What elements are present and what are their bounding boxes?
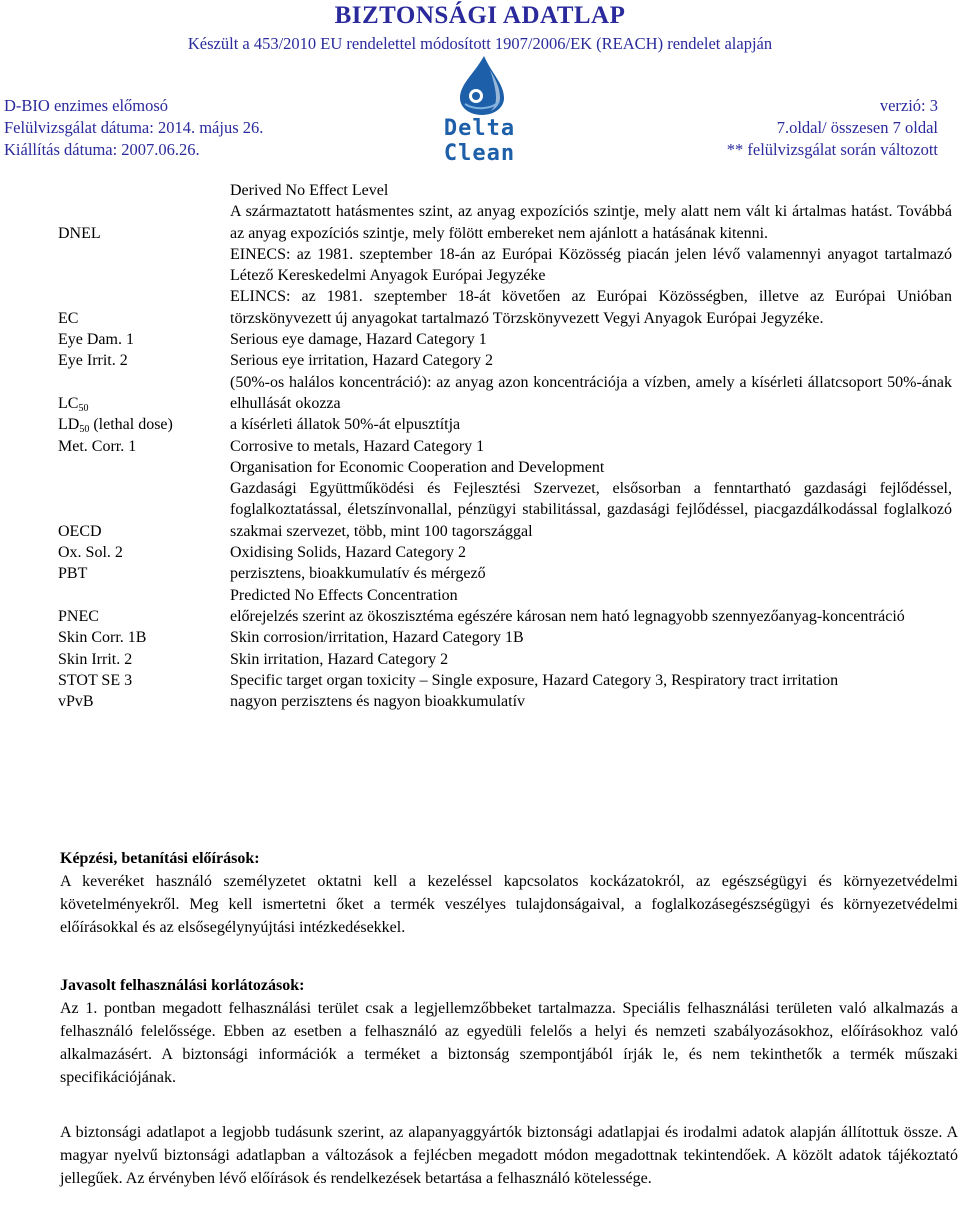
page-number: 7.oldal/ összesen 7 oldal bbox=[776, 118, 938, 137]
def-skin-irrit: Skin irritation, Hazard Category 2 bbox=[230, 650, 449, 668]
def-ox-sol: Oxidising Solids, Hazard Category 2 bbox=[230, 544, 466, 562]
def-line: EINECS: az 1981. szeptember 18-án az Európai Közösség piacán jelen lévő valamennyi anyagot tartalmazó Létező Kereskedelmi Anyagok Európai Jegyzéke bbox=[230, 245, 952, 285]
table-row bbox=[58, 244, 952, 329]
table-row bbox=[58, 691, 952, 712]
term-skin-corr: Skin Corr. 1B bbox=[58, 629, 147, 647]
def-line: Organisation for Economic Cooperation and Development bbox=[230, 458, 605, 476]
def-lc50: (50%-os halálos koncentráció): az anyag azon koncentrációja a vízben, amely a kísérleti állatcsoport 50%-ának elhullását okozza bbox=[230, 373, 952, 412]
term-vpvb: vPvB bbox=[58, 693, 94, 711]
def-line: Predicted No Effects Concentration bbox=[230, 586, 458, 604]
def-oecd bbox=[230, 457, 952, 542]
table-row bbox=[58, 372, 952, 415]
term-text: LD bbox=[58, 416, 80, 434]
table-row bbox=[58, 329, 952, 350]
header-left bbox=[4, 95, 263, 161]
change-note: ** felülvizsgálat során változott bbox=[726, 140, 938, 159]
term-ld50 bbox=[58, 414, 230, 435]
term-stot: STOT SE 3 bbox=[58, 671, 133, 689]
term-dnel: DNEL bbox=[58, 224, 101, 242]
document-subtitle: Készült a 453/2010 EU rendelettel módosított 1907/2006/EK (REACH) rendelet alapján bbox=[187, 34, 773, 53]
def-line: előrejelzés szerint az ökoszisztéma egészére károsan nem ható legnagyobb szennyezőanyag-koncentráció bbox=[230, 607, 905, 625]
term-subscript: 50 bbox=[78, 402, 89, 414]
disclaimer-section bbox=[60, 1121, 958, 1190]
term-eye-irrit: Eye Irrit. 2 bbox=[58, 352, 128, 370]
term-ec: EC bbox=[58, 309, 79, 327]
restrictions-text: Az 1. pontban megadott felhasználási terület csak a legjellemzőbbeket tartalmazza. Speciális felhasználási területen való alkalmazás a felhasználó felelőssége. Ebben az esetben a felhasználó az egyedüli felelős a helyi és nemzeti szabályozásokhoz, előírásokhoz való alkalmazásért. A biztonsági információk a terméket a biztonság szempontjából írják le, és nem tekinthetők a termék műszaki specifikációjának. bbox=[60, 1000, 958, 1086]
def-pnec bbox=[230, 585, 952, 628]
term-lc50 bbox=[58, 372, 230, 415]
header-right bbox=[727, 95, 938, 161]
logo-text: Delta Clean bbox=[443, 116, 516, 166]
disclaimer-text: A biztonsági adatlapot a legjobb tudásunk szerint, az alapanyaggyártók biztonsági adatlapjai és irodalmi adatok alapján állítottuk össze. A magyar nyelvű biztonsági adatlapban a változások a fejlécben megadott módon megadottnak tekintendőek. A közölt adatok tájékoztató jellegűek. Az érvényben lévő előírások és rendelkezések betartása a felhasználó kötelessége. bbox=[60, 1124, 958, 1187]
company-logo bbox=[412, 54, 547, 166]
def-line: Gazdasági Együttműködési és Fejlesztési Szervezet, elsősorban a fenntartható gazdasági fejlődéssel, foglalkoztatással, életszínvonallal, pénzügyi stabilitással, gazdasági fejlődéssel, piacgazdálkodással foglalkozó szakmai szervezet, több, mint 100 tagországgal bbox=[230, 480, 952, 540]
revision-date: Felülvizsgálat dátuma: 2014. május 26. bbox=[4, 118, 264, 137]
product-name: D-BIO enzimes előmosó bbox=[4, 96, 169, 115]
term-skin-irrit: Skin Irrit. 2 bbox=[58, 650, 133, 668]
def-pbt: perzisztens, bioakkumulatív és mérgező bbox=[230, 565, 486, 583]
def-vpvb: nagyon perzisztens és nagyon bioakkumulatív bbox=[230, 693, 526, 711]
def-stot: Specific target organ toxicity – Single exposure, Hazard Category 3, Respiratory tract irritation bbox=[230, 671, 839, 689]
table-row bbox=[58, 670, 952, 691]
term-pnec: PNEC bbox=[58, 607, 99, 625]
abbreviations-table bbox=[58, 180, 952, 712]
table-row bbox=[58, 457, 952, 542]
term-pbt: PBT bbox=[58, 565, 88, 583]
term-text: LC bbox=[58, 394, 79, 412]
training-heading: Képzési, betanítási előírások: bbox=[60, 850, 260, 867]
def-dnel bbox=[230, 180, 952, 244]
drop-icon bbox=[412, 54, 547, 116]
table-row bbox=[58, 414, 952, 435]
table-row bbox=[58, 627, 952, 648]
document-title: BIZTONSÁGI ADATLAP bbox=[334, 2, 626, 29]
restrictions-section bbox=[60, 974, 958, 1089]
issue-date: Kiállítás dátuma: 2007.06.26. bbox=[4, 140, 200, 159]
table-row bbox=[58, 563, 952, 584]
training-section bbox=[60, 847, 958, 939]
def-met-corr: Corrosive to metals, Hazard Category 1 bbox=[230, 437, 485, 455]
table-row bbox=[58, 350, 952, 371]
def-line: Derived No Effect Level bbox=[230, 182, 389, 199]
version: verzió: 3 bbox=[879, 96, 938, 115]
training-text: A keveréket használó személyzetet oktatni kell a kezeléssel kapcsolatos kockázatokról, az egészségügyi és környezetvédelmi követelményekről. Meg kell ismertetni őket a termék veszélyes tulajdonságaival, a foglalkozásegészségügyi és környezetvédelmi előírásokkal és az elsősegélynyújtási intézkedésekkel. bbox=[60, 873, 958, 936]
table-row bbox=[58, 180, 952, 244]
restrictions-heading: Javasolt felhasználási korlátozások: bbox=[60, 977, 305, 994]
def-ec bbox=[230, 244, 952, 329]
table-row bbox=[58, 436, 952, 457]
def-skin-corr: Skin corrosion/irritation, Hazard Category 1B bbox=[230, 629, 524, 647]
def-line: A származtatott hatásmentes szint, az anyag expozíciós szintje, mely alatt nem vált ki ártalmas hatást. Továbbá az anyag expozíciós szintje, mely fölött embereket nem ajánlott a hatásának kitenni. bbox=[230, 203, 952, 242]
def-line: ELINCS: az 1981. szeptember 18-át követően az Európai Közösségben, illetve az Európai Unióban törzskönyvezett új anyagokat tartalmazó Törzskönyvezett Vegyi Anyagok Európai Jegyzéke. bbox=[230, 288, 952, 327]
table-row bbox=[58, 585, 952, 628]
term-subscript: 50 bbox=[79, 424, 90, 436]
term-ox-sol: Ox. Sol. 2 bbox=[58, 544, 123, 562]
term-eye-dam: Eye Dam. 1 bbox=[58, 331, 134, 349]
table-row bbox=[58, 542, 952, 563]
table-row bbox=[58, 649, 952, 670]
def-ld50: a kísérleti állatok 50%-át elpusztítja bbox=[230, 416, 461, 434]
term-suffix: (lethal dose) bbox=[89, 416, 173, 434]
def-eye-dam: Serious eye damage, Hazard Category 1 bbox=[230, 331, 487, 349]
term-oecd: OECD bbox=[58, 522, 102, 540]
def-eye-irrit: Serious eye irritation, Hazard Category 2 bbox=[230, 352, 494, 370]
term-met-corr: Met. Corr. 1 bbox=[58, 437, 137, 455]
